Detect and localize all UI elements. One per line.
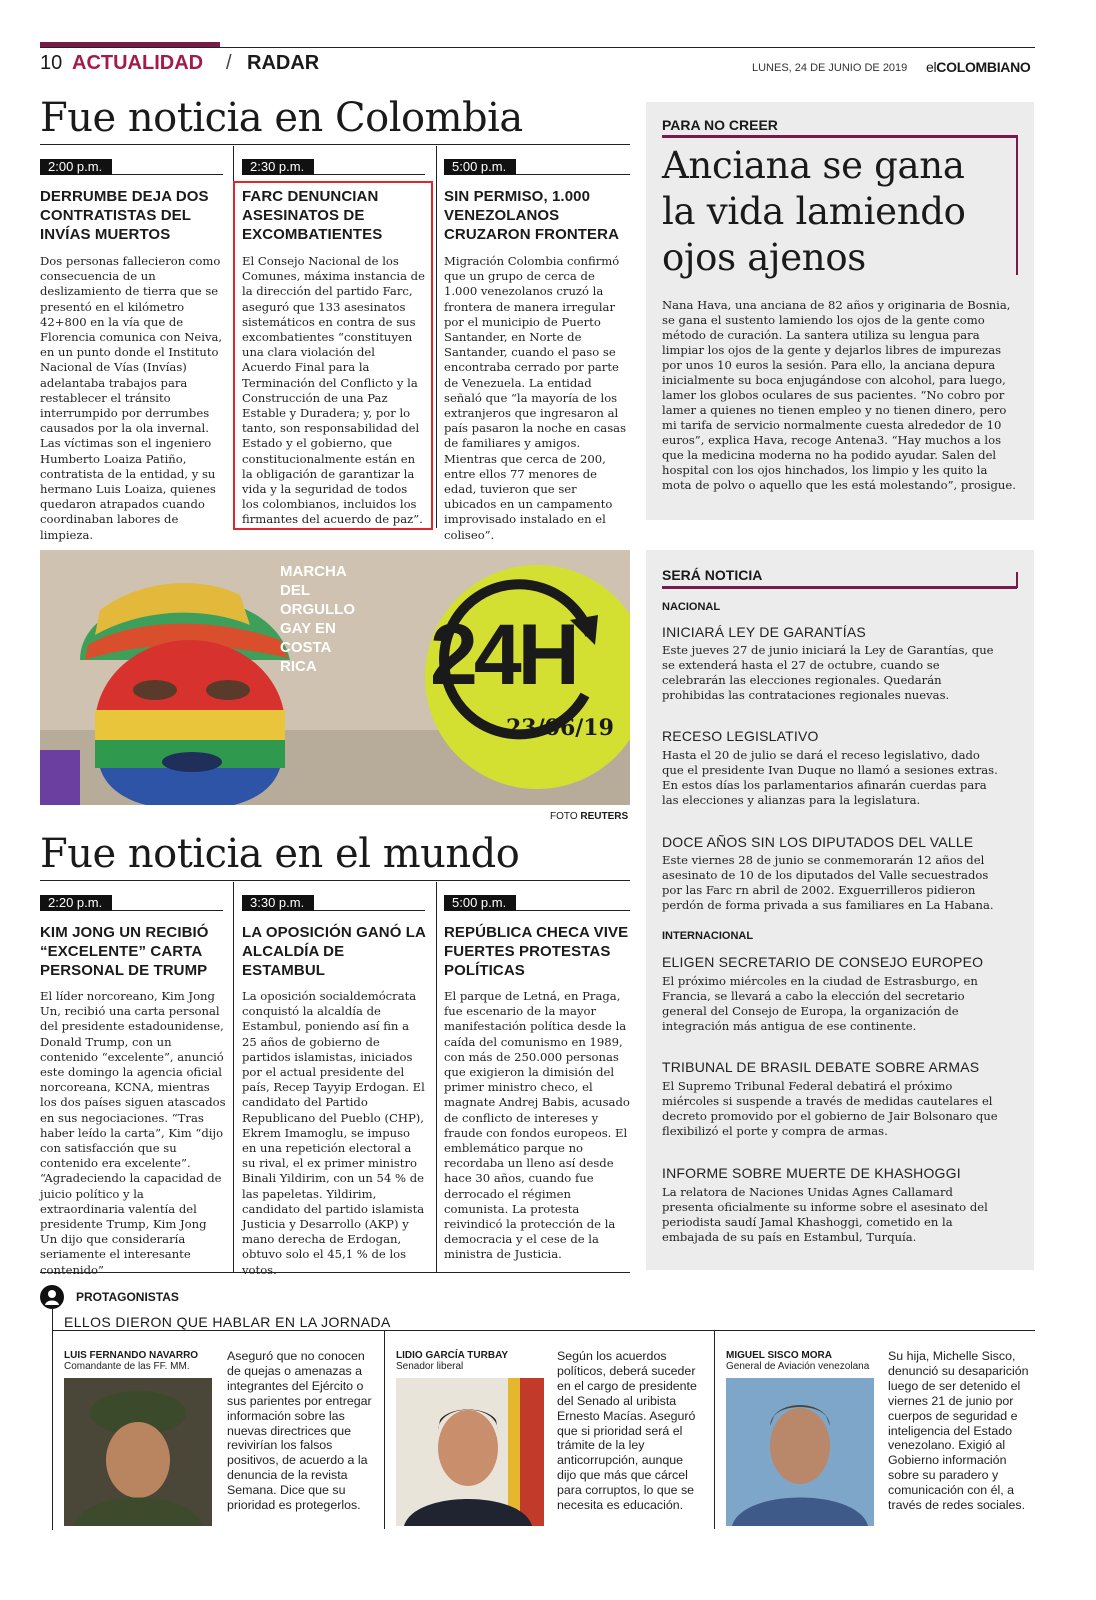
news-body: El Supremo Tribunal Federal debatirá el próximo miércoles si suspende a través de medidas cautelares el decreto promovido por el gobierno de Jair Bolsonaro que flexibilizó el porte y compra de armas.: [662, 1079, 998, 1138]
protagonistas-rule: [52, 1330, 1035, 1331]
panel-accent-bar: [1016, 135, 1018, 275]
story-headline: FARC DENUNCIAN ASESINATOS DE EXCOMBATIENTES: [242, 188, 383, 243]
protagonist-name: LUIS FERNANDO NAVARRO: [64, 1350, 199, 1361]
story-body: El líder norcoreano, Kim Jong Un, recibió una carta personal del presidente estadounidense, Donald Trump, con un contenido “excelente”, anunció este domingo la agencia oficial norcoreana, KCNA, mientras los dos países siguen atascados en sus negociaciones. “Tras haber leído la carta”, Kim “dijo con satisfacción que su contenido era excelente”. “Agradeciendo la capacidad de juicio político y la extraordinaria valentía del presidente Trump, Kim Jong Un dijo que consideraría seriamente el interesante contenido”: [40, 989, 226, 1277]
protagonist-role: Senador liberal: [396, 1361, 464, 1372]
column-divider: [436, 882, 437, 1272]
story-time: 2:00 p.m.: [40, 159, 112, 175]
protagonistas-label: PROTAGONISTAS: [76, 1290, 179, 1304]
badge-date: 23/06/19: [506, 715, 614, 741]
section-separator: /: [226, 52, 232, 74]
story-body: La oposición socialdemócrata conquistó la alcaldía de Estambul, poniendo así fin a 25 años de gobierno de partidos islamistas, iniciados por el actual presidente del país, Recep Tayyip Erdogan. El candidato del Partido Republicano del Pueblo (CHP), Ekrem Imamoglu, se impuso en una repetición electoral a su rival, el ex primer ministro Binali Yildirim, con un 54 % de las papeletas. Yildirim, candidato del partido islamista Justicia y Desarrollo (AKP) y mano derecha de Erdogan, obtuvo solo el 45,1 % de los votos.: [242, 989, 425, 1277]
panel-label: PARA NO CREER: [662, 117, 778, 133]
story-body: El parque de Letná, en Praga, fue escenario de la mayor manifestación política desde la caída del comunismo en 1989, con más de 250.000 personas que exigieron la dimisión del primer ministro checo, el magnate Andrej Babis, acusado de conflicto de intereses y fraude con fondos europeos. El emblemático parque no recordaba un lleno así desde hace 30 años, cuando fue derrocado el régimen comunista. La protesta reivindicó la protección de la democracia y el cese de la ministra de Justicia.: [444, 989, 630, 1262]
panel-label: SERÁ NOTICIA: [662, 567, 763, 583]
story-headline: REPÚBLICA CHECA VIVE FUERTES PROTESTAS POLÍTICAS: [444, 924, 629, 979]
protagonist-photo: [64, 1378, 212, 1526]
colombia-title-rule: [40, 144, 630, 145]
protagonist-name: LIDIO GARCÍA TURBAY: [396, 1350, 509, 1361]
banner-caption: MARCHA DEL ORGULLO GAY EN COSTA RICA: [280, 563, 355, 675]
news-title: RECESO LEGISLATIVO: [662, 728, 819, 744]
page-number: 10: [40, 52, 63, 74]
protagonist-photo: [726, 1378, 874, 1526]
header-rule: [40, 47, 1035, 48]
para-no-creer-title: Anciana se gana la vida lamiendo ojos ajenos: [662, 144, 966, 279]
news-body: El próximo miércoles en la ciudad de Estrasburgo, en Francia, se llevará a cabo la elección del secretario general del Consejo de Europa, la organización de integración más antigua de ese continente.: [662, 974, 978, 1033]
column-divider: [233, 882, 234, 1272]
story-time: 2:20 p.m.: [40, 895, 112, 911]
story-headline: SIN PERMISO, 1.000 VENEZOLANOS CRUZARON FRONTERA: [444, 188, 620, 243]
protagonist-quote: Su hija, Michelle Sisco, denunció su desaparición luego de ser detenido el viernes 21 de junio por cuerpos de seguridad e inteligencia del Estado venezolano. Exigió al Gobierno información sobre su paradero y comunicación con él, a través de redes sociales.: [888, 1349, 1029, 1513]
story-body: Migración Colombia confirmó que un grupo de cerca de 1.000 venezolanos cruzó la frontera de manera irregular por el municipio de Puerto Santander, en Norte de Santander, cuando el paso se encontraba cerrado por parte de Venezuela. La entidad señaló que “la mayoría de los extranjeros que ingresaron al país pasaron la noche en casas de familiares y amigos. Mientras que cerca de 200, entre ellos 77 menores de edad, tuvieron que ser ubicados en un campamento improvisado instalado en el coliseo”.: [444, 254, 627, 542]
protagonist-photo: [396, 1378, 544, 1526]
section-name: ACTUALIDAD: [72, 52, 204, 74]
news-title: TRIBUNAL DE BRASIL DEBATE SOBRE ARMAS: [662, 1059, 980, 1075]
news-body: Este jueves 27 de junio iniciará la Ley de Garantías, que se extenderá hasta el 27 de octubre, cuando se celebrarán las elecciones regionales. Quedarán prohibidas las contrataciones regionales nuevas.: [662, 643, 994, 702]
badge-24h: 24H: [430, 607, 576, 703]
news-title: DOCE AÑOS SIN LOS DIPUTADOS DEL VALLE: [662, 834, 974, 850]
news-body: Hasta el 20 de julio se dará el receso legislativo, dado que el presidente Ivan Duque no llamó a sesiones extras. En estos días los parlamentarios afinarán cuerdas para las elecciones y alianzas para la legislatura.: [662, 748, 998, 807]
internacional-label: INTERNACIONAL: [662, 930, 754, 942]
news-title: ELIGEN SECRETARIO DE CONSEJO EUROPEO: [662, 954, 984, 970]
column-divider: [436, 146, 437, 528]
para-no-creer-body: Nana Hava, una anciana de 82 años y originaria de Bosnia, se gana el sustento lamiendo los ojos de la gente como método de curación. La santera utiliza su lengua para limpiar los ojos de la gente y dejarlos libres de impurezas por unos 10 euros la sesión. Para ello, la anciana depura inicialmente su boca enjugándose con alcohol, para luego, lamer los globos oculares de sus pacientes. “No cobro por lamer a quienes no tienen empleo y no tienen dinero, pero mi tarifa de servicio normalmente cuesta alrededor de 10 euros”, explica Hava, recoge Antena3. “Hay muchos a los que la medicina moderna no ha podido ayudar. Salen del hospital con los ojos hinchados, los limpio y les quito la mota de polvo o aquello que les está molestando”, prosigue.: [662, 298, 1016, 492]
story-body: Dos personas fallecieron como consecuencia de un deslizamiento de tierra que se presentó en el kilómetro 42+800 en la vía que de Florencia comunica con Neiva, en un punto donde el Instituto Nacional de Vías (Invías) adelantaba trabajos para restablecer el tránsito interrumpido por derrumbes causados por la ola invernal. Las víctimas son el ingeniero Humberto Loaiza Patiño, contratista de la entidad, y su hermano Luis Loaiza, quienes quedaron atrapados cuando coordinaban labores de limpieza.: [40, 254, 223, 542]
protagonist-name: MIGUEL SISCO MORA: [726, 1350, 832, 1361]
story-body: El Consejo Nacional de los Comunes, máxima instancia de la dirección del partido Farc, aseguró que 133 asesinatos sistemáticos en contra de sus excombatientes “constituyen una clara violación del Acuerdo Final para la Terminación del Conflicto y la Construcción de una Paz Estable y Duradera; y, por lo tanto, son responsabilidad del Estado y el gobierno, que constitucionalmente están en la obligación de garantizar la vida y la seguridad de todos los colombianos, incluidos los firmantes del acuerdo de paz”.: [242, 254, 425, 527]
protagonist-quote: Según los acuerdos políticos, deberá suceder en el cargo de presidente del Senado al uribista Ernesto Macías. Aseguró que si prioridad será el trámite de la ley anticorrupción, aunque dijo que más que cárcel para corruptos, lo que se necesita es educación.: [557, 1349, 697, 1513]
panel-accent-rule: [662, 135, 1017, 138]
mundo-title-rule: [40, 880, 630, 881]
column-divider: [384, 1331, 385, 1529]
news-body: Este viernes 28 de junio se conmemorarán 12 años del asesinato de 10 de los diputados del Valle secuestrados por las Farc rn abril de 2002. Exguerrilleros pidieron perdón de forma privada a sus familiares en La Habana.: [662, 853, 994, 912]
protagonist-quote: Aseguró que no conocen de quejas o amenazas a integrantes del Ejército o sus parientes por entregar información sobre las nuevas directrices que revivirían los falsos positivos, de acuerdo a la denuncia de la revista Semana. Dice que su prioridad es protegerlos.: [227, 1349, 372, 1513]
story-time: 5:00 p.m.: [444, 895, 516, 911]
newspaper-logo: elCOLOMBIANO: [926, 59, 1031, 75]
story-time: 3:30 p.m.: [242, 895, 314, 911]
nacional-label: NACIONAL: [662, 601, 721, 613]
story-headline: DERRUMBE DEJA DOS CONTRATISTAS DEL INVÍAS MUERTOS: [40, 188, 209, 243]
story-time: 2:30 p.m.: [242, 159, 314, 175]
story-time: 5:00 p.m.: [444, 159, 516, 175]
photo-credit: FOTO REUTERS: [550, 811, 629, 822]
mundo-section-title: Fue noticia en el mundo: [40, 831, 520, 877]
person-icon: [40, 1285, 64, 1309]
panel-accent-rule: [662, 586, 1017, 589]
colombia-section-title: Fue noticia en Colombia: [40, 95, 523, 141]
panel-accent-bar: [1016, 572, 1018, 588]
highlight-box: [233, 181, 433, 530]
protagonist-role: Comandante de las FF. MM.: [64, 1361, 190, 1372]
protagonistas-subtitle: ELLOS DIERON QUE HABLAR EN LA JORNADA: [64, 1314, 391, 1330]
news-body: La relatora de Naciones Unidas Agnes Callamard presenta oficialmente su informe sobre el asesinato del periodista saudí Jamal Khashoggi, cometido en la embajada de su país en Estambul, Turquía.: [662, 1185, 988, 1244]
news-title: INFORME SOBRE MUERTE DE KHASHOGGI: [662, 1165, 961, 1181]
news-title: INICIARÁ LEY DE GARANTÍAS: [662, 624, 866, 640]
subsection-name: RADAR: [247, 52, 320, 74]
story-headline: KIM JONG UN RECIBIÓ “EXCELENTE” CARTA PERSONAL DE TRUMP: [40, 924, 209, 979]
column-divider: [714, 1331, 715, 1529]
issue-date: LUNES, 24 DE JUNIO DE 2019: [752, 62, 908, 74]
story-headline: LA OPOSICIÓN GANÓ LA ALCALDÍA DE ESTAMBUL: [242, 924, 426, 979]
protagonistas-vertical-rule: [52, 1309, 53, 1530]
protagonist-role: General de Aviación venezolana: [726, 1361, 870, 1372]
